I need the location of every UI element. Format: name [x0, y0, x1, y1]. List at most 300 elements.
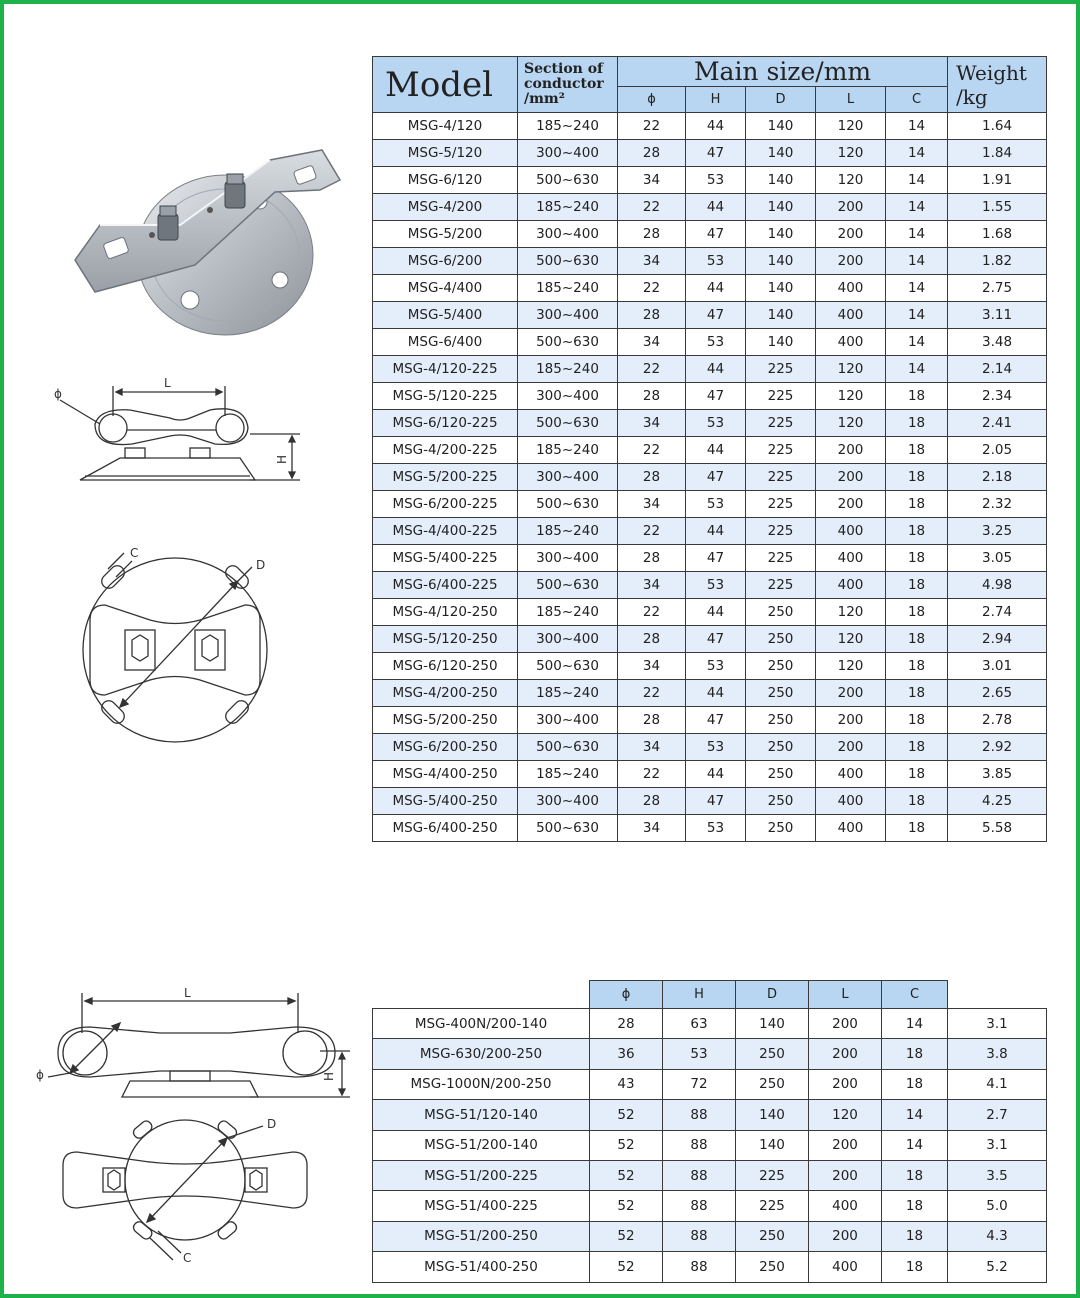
table-cell: 18 — [886, 437, 948, 464]
table-cell: 28 — [618, 464, 686, 491]
header-c: C — [886, 87, 948, 113]
table-cell: 22 — [618, 194, 686, 221]
table-cell: 140 — [746, 113, 816, 140]
table-cell: 14 — [886, 194, 948, 221]
table-cell: 140 — [746, 248, 816, 275]
table-cell: 200 — [809, 1039, 882, 1069]
spec-table-1-body — [373, 113, 1047, 842]
table-cell: 18 — [882, 1252, 948, 1282]
table-cell: MSG-4/200-225 — [373, 437, 518, 464]
table-row — [373, 1039, 1047, 1069]
table-cell: 3.5 — [948, 1160, 1047, 1190]
table-cell: 34 — [618, 815, 686, 842]
header-d: D — [746, 87, 816, 113]
table-cell: 2.7 — [948, 1100, 1047, 1130]
table-cell: 44 — [686, 356, 746, 383]
top-view-drawing-2 — [55, 1110, 315, 1270]
table-cell: 3.48 — [948, 329, 1047, 356]
table-cell: MSG-6/120-250 — [373, 653, 518, 680]
table-cell: 400 — [816, 788, 886, 815]
table-row — [373, 1191, 1047, 1221]
table-cell: MSG-1000N/200-250 — [373, 1069, 590, 1099]
table-cell: 3.25 — [948, 518, 1047, 545]
table-cell: 22 — [618, 761, 686, 788]
table-cell: 18 — [886, 545, 948, 572]
table-row — [373, 1160, 1047, 1190]
table-cell: 120 — [809, 1100, 882, 1130]
header-section-line-2: conductor — [524, 76, 604, 92]
table-cell: MSG-6/400-225 — [373, 572, 518, 599]
table-cell: 250 — [736, 1039, 809, 1069]
table-cell: 34 — [618, 653, 686, 680]
table-cell: MSG-6/200-225 — [373, 491, 518, 518]
table-cell: 28 — [618, 221, 686, 248]
table-cell: 1.82 — [948, 248, 1047, 275]
table-cell: 14 — [886, 221, 948, 248]
table-cell: 18 — [882, 1039, 948, 1069]
header-l: L — [816, 87, 886, 113]
table-cell: MSG-5/400-225 — [373, 545, 518, 572]
table-cell: 200 — [816, 194, 886, 221]
dim-label-D: D — [256, 558, 266, 572]
table-cell: 22 — [618, 113, 686, 140]
table-cell: 300~400 — [518, 464, 618, 491]
header2-phi: ϕ — [590, 981, 663, 1009]
table-cell: 2.65 — [948, 680, 1047, 707]
table-row — [373, 1221, 1047, 1251]
table-cell: 3.1 — [948, 1009, 1047, 1039]
table-cell: 88 — [663, 1252, 736, 1282]
table-cell: 47 — [686, 221, 746, 248]
table-cell: 88 — [663, 1221, 736, 1251]
table-cell: 3.1 — [948, 1130, 1047, 1160]
table-cell: 500~630 — [518, 734, 618, 761]
table-cell: 500~630 — [518, 248, 618, 275]
table-cell: 47 — [686, 626, 746, 653]
table-cell: 22 — [618, 518, 686, 545]
header-weight-line-1: Weight — [956, 60, 1027, 85]
table-cell: 300~400 — [518, 383, 618, 410]
table-cell: 3.8 — [948, 1039, 1047, 1069]
table-cell: 34 — [618, 167, 686, 194]
table-cell: 2.18 — [948, 464, 1047, 491]
table-cell: 300~400 — [518, 140, 618, 167]
dim-label-C: C — [130, 546, 139, 560]
table-cell: 18 — [886, 815, 948, 842]
header-h: H — [686, 87, 746, 113]
table-cell: MSG-51/200-140 — [373, 1130, 590, 1160]
table-cell: 28 — [618, 383, 686, 410]
dim-label-L: L — [164, 376, 171, 390]
table-cell: 200 — [816, 464, 886, 491]
table-cell: 200 — [809, 1069, 882, 1099]
dim-label-C-2: C — [183, 1251, 192, 1265]
table-cell: 400 — [816, 518, 886, 545]
table-cell: 14 — [886, 248, 948, 275]
table-cell: 400 — [816, 302, 886, 329]
table-cell: 63 — [663, 1009, 736, 1039]
table-cell: 47 — [686, 545, 746, 572]
table-row — [373, 653, 1047, 680]
table-cell: 2.75 — [948, 275, 1047, 302]
table-cell: 250 — [736, 1252, 809, 1282]
table-cell: 34 — [618, 329, 686, 356]
table-cell: 18 — [886, 761, 948, 788]
table-cell: 120 — [816, 140, 886, 167]
table-cell: 3.85 — [948, 761, 1047, 788]
table-cell: 250 — [736, 1069, 809, 1099]
table-cell: 200 — [816, 221, 886, 248]
table-cell: 140 — [746, 167, 816, 194]
table-cell: 500~630 — [518, 491, 618, 518]
table-row — [373, 788, 1047, 815]
table-cell: 28 — [618, 545, 686, 572]
table-cell: 22 — [618, 275, 686, 302]
header2-c: C — [882, 981, 948, 1009]
table-cell: 28 — [618, 626, 686, 653]
table-cell: 14 — [882, 1009, 948, 1039]
table-row — [373, 599, 1047, 626]
table-cell: 225 — [746, 356, 816, 383]
dim-label-D-2: D — [267, 1117, 277, 1131]
table-cell: 140 — [746, 275, 816, 302]
table-row — [373, 356, 1047, 383]
table-cell: 18 — [886, 626, 948, 653]
table-cell: MSG-6/400 — [373, 329, 518, 356]
table-row — [373, 221, 1047, 248]
table-cell: 18 — [886, 599, 948, 626]
table-cell: 1.84 — [948, 140, 1047, 167]
side-view-drawing-2 — [30, 985, 360, 1105]
table-cell: 200 — [816, 437, 886, 464]
table-cell: 47 — [686, 788, 746, 815]
table-cell: 225 — [746, 464, 816, 491]
table-cell: MSG-51/200-250 — [373, 1221, 590, 1251]
table-cell: 200 — [816, 491, 886, 518]
table-cell: 18 — [886, 707, 948, 734]
table-cell: 14 — [886, 302, 948, 329]
table-cell: 47 — [686, 302, 746, 329]
table-cell: 1.64 — [948, 113, 1047, 140]
table-cell: 250 — [746, 599, 816, 626]
table-cell: 1.91 — [948, 167, 1047, 194]
table-cell: 300~400 — [518, 626, 618, 653]
table-cell: MSG-5/120 — [373, 140, 518, 167]
table-cell: 185~240 — [518, 437, 618, 464]
table-cell: 140 — [746, 221, 816, 248]
table-cell: 18 — [886, 464, 948, 491]
table-cell: 120 — [816, 599, 886, 626]
table-cell: 120 — [816, 356, 886, 383]
table-cell: 400 — [809, 1252, 882, 1282]
header-weight — [948, 57, 1047, 113]
table-cell: 250 — [746, 761, 816, 788]
table-cell: 120 — [816, 167, 886, 194]
table-cell: MSG-4/200 — [373, 194, 518, 221]
table-cell: 52 — [590, 1191, 663, 1221]
table-cell: 14 — [882, 1100, 948, 1130]
header-section-line-3: /mm² — [524, 91, 565, 107]
table-cell: 53 — [686, 410, 746, 437]
table-row — [373, 1130, 1047, 1160]
table-row — [373, 437, 1047, 464]
table-cell: 300~400 — [518, 545, 618, 572]
table-cell: 22 — [618, 356, 686, 383]
table-cell: 3.05 — [948, 545, 1047, 572]
table-cell: 400 — [816, 545, 886, 572]
table-cell: 200 — [816, 680, 886, 707]
table-cell: 28 — [618, 788, 686, 815]
table-cell: 14 — [886, 275, 948, 302]
table-cell: 1.68 — [948, 221, 1047, 248]
table-cell: 500~630 — [518, 572, 618, 599]
table-cell: MSG-6/400-250 — [373, 815, 518, 842]
table-cell: 250 — [746, 653, 816, 680]
table-cell: 52 — [590, 1130, 663, 1160]
table-cell: 53 — [686, 653, 746, 680]
table-cell: MSG-51/120-140 — [373, 1100, 590, 1130]
table-cell: 52 — [590, 1160, 663, 1190]
table-cell: 225 — [746, 545, 816, 572]
table-cell: 300~400 — [518, 302, 618, 329]
table-cell: 53 — [686, 248, 746, 275]
table-cell: 400 — [816, 329, 886, 356]
table-cell: 2.34 — [948, 383, 1047, 410]
table-row — [373, 140, 1047, 167]
table-cell: 185~240 — [518, 599, 618, 626]
table-cell: 200 — [816, 734, 886, 761]
table-cell: 225 — [746, 437, 816, 464]
table-cell: 4.98 — [948, 572, 1047, 599]
table-cell: 44 — [686, 680, 746, 707]
table-cell: 2.32 — [948, 491, 1047, 518]
product-photo — [60, 130, 350, 340]
table-cell: 400 — [816, 815, 886, 842]
table-cell: 225 — [746, 410, 816, 437]
table-cell: 200 — [809, 1009, 882, 1039]
table-cell: 28 — [590, 1009, 663, 1039]
dim-label-phi-2: ϕ — [36, 1068, 44, 1082]
table-cell: 300~400 — [518, 221, 618, 248]
table-cell: 200 — [809, 1130, 882, 1160]
table-row — [373, 1069, 1047, 1099]
table-cell: 185~240 — [518, 680, 618, 707]
table-cell: 140 — [736, 1009, 809, 1039]
table-row — [373, 491, 1047, 518]
table-row — [373, 275, 1047, 302]
table-row — [373, 113, 1047, 140]
table-cell: 300~400 — [518, 707, 618, 734]
table-cell: 4.3 — [948, 1221, 1047, 1251]
table-cell: 18 — [886, 572, 948, 599]
table-cell: 120 — [816, 410, 886, 437]
table-cell: 53 — [686, 734, 746, 761]
table-cell: 185~240 — [518, 194, 618, 221]
table-row — [373, 545, 1047, 572]
table-cell: 22 — [618, 437, 686, 464]
table-cell: MSG-5/400 — [373, 302, 518, 329]
table-cell: 44 — [686, 275, 746, 302]
header-phi: ϕ — [618, 87, 686, 113]
table-cell: MSG-5/200-250 — [373, 707, 518, 734]
table-cell: 4.25 — [948, 788, 1047, 815]
table-cell: 225 — [746, 383, 816, 410]
table-row — [373, 1009, 1047, 1039]
table-cell: 2.41 — [948, 410, 1047, 437]
table-cell: 2.92 — [948, 734, 1047, 761]
table-cell: MSG-51/400-250 — [373, 1252, 590, 1282]
table-cell: 44 — [686, 194, 746, 221]
table-cell: 500~630 — [518, 410, 618, 437]
table-cell: 88 — [663, 1160, 736, 1190]
table-cell: 2.74 — [948, 599, 1047, 626]
table-cell: 18 — [886, 734, 948, 761]
table-cell: 44 — [686, 113, 746, 140]
spec-table-2-body — [373, 1009, 1047, 1283]
table-cell: 250 — [746, 788, 816, 815]
dim-label-H: H — [275, 454, 289, 464]
header2-h: H — [663, 981, 736, 1009]
table-cell: MSG-6/200 — [373, 248, 518, 275]
table-cell: 2.14 — [948, 356, 1047, 383]
table-cell: 18 — [886, 788, 948, 815]
table-cell: MSG-51/200-225 — [373, 1160, 590, 1190]
table-row — [373, 734, 1047, 761]
table-cell: 52 — [590, 1100, 663, 1130]
table-row — [373, 194, 1047, 221]
table-cell: 88 — [663, 1130, 736, 1160]
table-cell: 18 — [882, 1069, 948, 1099]
table-cell: MSG-4/120-225 — [373, 356, 518, 383]
table-cell: 185~240 — [518, 113, 618, 140]
table-cell: 1.55 — [948, 194, 1047, 221]
table-cell: MSG-6/120 — [373, 167, 518, 194]
table-cell: 28 — [618, 302, 686, 329]
table-cell: 14 — [886, 356, 948, 383]
table-cell: 52 — [590, 1221, 663, 1251]
table-cell: 120 — [816, 626, 886, 653]
table-cell: 18 — [882, 1221, 948, 1251]
table-cell: MSG-4/120 — [373, 113, 518, 140]
table-cell: 28 — [618, 707, 686, 734]
table-cell: 200 — [809, 1160, 882, 1190]
table-cell: 44 — [686, 599, 746, 626]
table-cell: 500~630 — [518, 329, 618, 356]
table-row — [373, 383, 1047, 410]
table-cell: 200 — [816, 707, 886, 734]
table-cell: 225 — [746, 572, 816, 599]
table-cell: 5.58 — [948, 815, 1047, 842]
table-cell: 18 — [886, 680, 948, 707]
table-cell: 250 — [736, 1221, 809, 1251]
table-cell: 140 — [746, 329, 816, 356]
table-cell: 185~240 — [518, 275, 618, 302]
table-cell: 53 — [686, 167, 746, 194]
table-cell: MSG-400N/200-140 — [373, 1009, 590, 1039]
table-cell: MSG-5/200 — [373, 221, 518, 248]
table-cell: 200 — [809, 1221, 882, 1251]
table-cell: MSG-5/200-225 — [373, 464, 518, 491]
table-cell: 250 — [746, 626, 816, 653]
table-cell: 47 — [686, 383, 746, 410]
table-cell: 43 — [590, 1069, 663, 1099]
table-cell: MSG-6/200-250 — [373, 734, 518, 761]
table-cell: 140 — [736, 1100, 809, 1130]
table-cell: 225 — [736, 1191, 809, 1221]
side-view-drawing — [40, 372, 320, 502]
table-cell: 47 — [686, 464, 746, 491]
table-cell: 400 — [816, 761, 886, 788]
table-cell: 44 — [686, 518, 746, 545]
table-cell: 44 — [686, 761, 746, 788]
table-cell: 34 — [618, 734, 686, 761]
header-main-size: Main size/mm — [618, 57, 948, 87]
top-view-drawing — [80, 545, 300, 755]
table-cell: 400 — [809, 1191, 882, 1221]
table-cell: 225 — [736, 1160, 809, 1190]
table-cell: 18 — [886, 410, 948, 437]
header-blank-weight — [948, 981, 1047, 1009]
table-cell: 2.78 — [948, 707, 1047, 734]
table-cell: MSG-4/400 — [373, 275, 518, 302]
table-cell: 14 — [886, 113, 948, 140]
table-cell: 28 — [618, 140, 686, 167]
table-cell: 120 — [816, 653, 886, 680]
table-cell: 14 — [886, 167, 948, 194]
table-cell: 400 — [816, 275, 886, 302]
table-row — [373, 626, 1047, 653]
table-cell: 72 — [663, 1069, 736, 1099]
dim-label-L-2: L — [184, 986, 191, 1000]
table-cell: 225 — [746, 518, 816, 545]
table-cell: 500~630 — [518, 167, 618, 194]
table-cell: 18 — [886, 383, 948, 410]
table-cell: 88 — [663, 1191, 736, 1221]
table-cell: MSG-630/200-250 — [373, 1039, 590, 1069]
table-row — [373, 1252, 1047, 1282]
header-section-of-conductor — [518, 57, 618, 113]
table-cell: 53 — [686, 329, 746, 356]
table-cell: MSG-5/120-250 — [373, 626, 518, 653]
table-row — [373, 464, 1047, 491]
table-cell: 250 — [746, 815, 816, 842]
table-cell: 44 — [686, 437, 746, 464]
table-cell: 5.0 — [948, 1191, 1047, 1221]
table-cell: 2.05 — [948, 437, 1047, 464]
header2-d: D — [736, 981, 809, 1009]
table-row — [373, 761, 1047, 788]
table-row — [373, 248, 1047, 275]
table-cell: 250 — [746, 680, 816, 707]
table-cell: 36 — [590, 1039, 663, 1069]
header-model: Model — [373, 57, 518, 113]
table-cell: 53 — [663, 1039, 736, 1069]
table-cell: 300~400 — [518, 788, 618, 815]
table-cell: 14 — [886, 329, 948, 356]
table-cell: 5.2 — [948, 1252, 1047, 1282]
table-cell: 34 — [618, 248, 686, 275]
table-row — [373, 329, 1047, 356]
table-row — [373, 518, 1047, 545]
table-row — [373, 572, 1047, 599]
table-cell: 34 — [618, 410, 686, 437]
table-cell: 185~240 — [518, 518, 618, 545]
table-cell: 22 — [618, 599, 686, 626]
spec-table-1 — [372, 56, 1047, 842]
table-cell: 140 — [746, 140, 816, 167]
table-cell: MSG-51/400-225 — [373, 1191, 590, 1221]
table-cell: 34 — [618, 491, 686, 518]
